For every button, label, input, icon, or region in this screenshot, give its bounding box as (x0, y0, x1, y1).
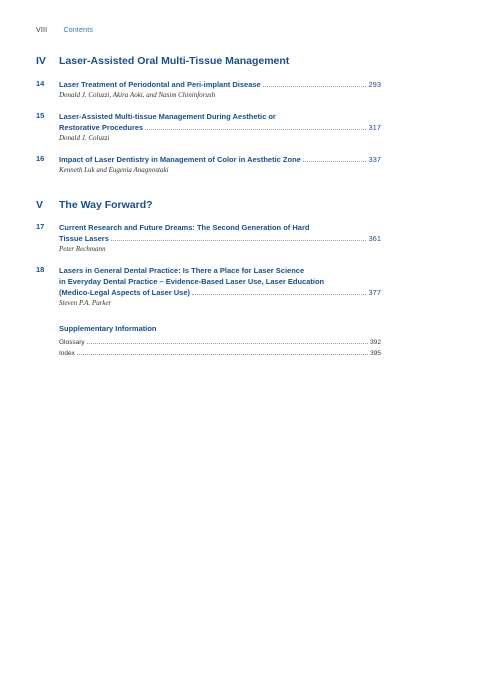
dot-leader (145, 122, 366, 130)
part-heading (36, 199, 153, 211)
chapter-number: 17 (36, 222, 45, 231)
chapter-title-continued[interactable]: Restorative Procedures (59, 123, 144, 132)
chapter-number: 16 (36, 154, 45, 163)
chapter-number: 15 (36, 111, 45, 120)
dot-leader (303, 154, 367, 162)
chapter-authors: Donald J. Coluzzi, Akira Aoki, and Nasim Chininforush (59, 91, 216, 99)
running-header (36, 27, 93, 34)
chapter-title[interactable]: Current Research and Future Dreams: The Second Generation of Hard (59, 223, 310, 232)
chapter-authors: Kenneth Luk and Eugenia Anagnostaki (59, 166, 169, 174)
page-number: VIII (36, 27, 48, 34)
chapter-number: 14 (36, 79, 45, 88)
supplementary-entry[interactable] (59, 337, 381, 346)
dot-leader (87, 337, 368, 344)
dot-leader (111, 233, 367, 241)
chapter-authors: Peter Rechmann (59, 245, 106, 253)
part-heading (36, 55, 289, 67)
chapter-authors: Steven P.A. Parker (59, 299, 112, 307)
part-title: The Way Forward? (59, 199, 153, 211)
chapter-title-continued[interactable]: (Medico-Legal Aspects of Laser Use) (59, 288, 191, 297)
page-ref[interactable]: 392 (370, 339, 381, 346)
supplementary-heading: Supplementary Information (59, 324, 157, 333)
dot-leader (192, 287, 366, 295)
chapter-title[interactable]: Laser Treatment of Periodontal and Peri-implant Disease (59, 80, 261, 89)
chapter-authors: Donald J. Coluzzi (59, 134, 110, 142)
page-ref[interactable]: 337 (368, 155, 381, 164)
part-number: IV (36, 55, 46, 67)
chapter-title[interactable]: Laser-Assisted Multi-tissue Management During Aesthetic or (59, 112, 276, 121)
supplementary-entry[interactable] (59, 348, 381, 357)
page-ref[interactable]: 377 (368, 288, 381, 297)
running-title: Contents (63, 27, 94, 34)
supplementary-label[interactable]: Glossary (59, 339, 85, 346)
chapter-number: 18 (36, 265, 45, 274)
page-ref[interactable]: 317 (368, 123, 381, 132)
page-ref[interactable]: 293 (368, 80, 381, 89)
chapter-title-continued[interactable]: Tissue Lasers (59, 234, 109, 243)
part-title: Laser-Assisted Oral Multi-Tissue Management (59, 55, 290, 67)
part-number: V (36, 199, 44, 211)
chapter-title-continued[interactable]: in Everyday Dental Practice – Evidence-Based Laser Use, Laser Education (59, 277, 325, 286)
dot-leader (263, 79, 367, 87)
dot-leader (77, 348, 368, 355)
chapter-title[interactable]: Impact of Laser Dentistry in Management of Color in Aesthetic Zone (59, 155, 301, 164)
supplementary-label[interactable]: Index (59, 350, 75, 357)
page-ref[interactable]: 361 (368, 234, 381, 243)
chapter-title[interactable]: Lasers in General Dental Practice: Is There a Place for Laser Science (59, 266, 305, 275)
page-ref[interactable]: 395 (370, 350, 381, 357)
